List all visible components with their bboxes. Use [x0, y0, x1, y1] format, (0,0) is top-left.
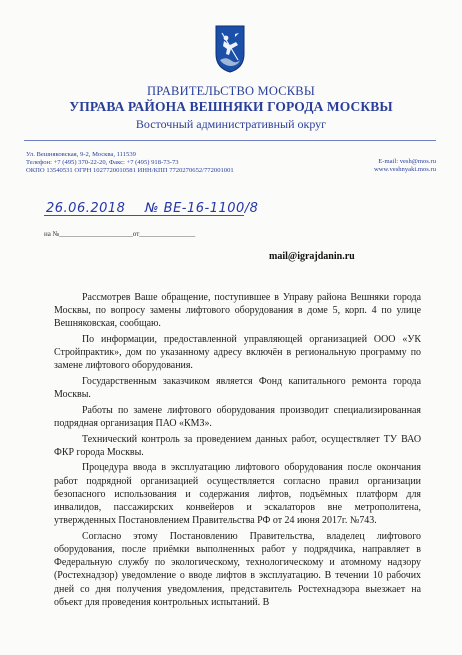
letter-body	[54, 291, 421, 611]
recipient-email: mail@igrajdanin.ru	[269, 251, 355, 262]
registration-underline	[44, 215, 244, 216]
paragraph: По информации, предоставленной управляющей организацией ООО «УК Стройпрактик», дом по указанному адресу включён в региональную программу по замене лифтового оборудования.	[54, 334, 421, 372]
government-title: ПРАВИТЕЛЬСТВО МОСКВЫ	[147, 84, 315, 98]
phone-line: Телефон: +7 (495) 370-22-20, Факс: +7 (495) 918-73-73	[26, 159, 179, 167]
contact-block	[374, 158, 436, 174]
codes-line: ОКПО 13540531 ОГРН 1027720010581 ИНН/КПП 7720270652/772001001	[26, 167, 234, 175]
okrug-subtitle: Восточный административный округ	[135, 117, 327, 131]
paragraph: Государственным заказчиком является Фонд капитального ремонта города Москвы.	[54, 376, 421, 401]
paragraph: Технический контроль за проведением данных работ, осуществляет ТУ ВАО ФКР города Москвы.	[54, 433, 421, 458]
uprava-title: УПРАВА РАЙОНА ВЕШНЯКИ ГОРОДА МОСКВЫ	[69, 99, 393, 114]
paragraph: Процедура ввода в эксплуатацию лифтового оборудования после окончания работ подрядной организацией осуществляется согласно правил организации безопасного использования и содержания лифтов, подъёмных платформ для инвалидов, пассажирских конвейеров и эскалаторов вне метрополитена, утвержденных Постановлением Правительства РФ от 24 июня 2017г. №743.	[54, 462, 421, 527]
email-line: E-mail: vesh@mos.ru	[378, 158, 436, 165]
moscow-coat-of-arms-icon	[214, 24, 246, 74]
handwritten-number: № ВЕ-16-1100/8	[145, 201, 259, 216]
reference-line: на №_____________________от________________	[44, 230, 196, 238]
website-line: www.veshnyaki.mos.ru	[373, 166, 436, 174]
header-divider	[24, 140, 436, 141]
address-block	[26, 151, 234, 175]
paragraph: Согласно этому Постановлению Правительства, владелец лифтового оборудования, после приёмки выполненных работ у подрядчика, направляет в Федеральную службу по экологическому, технологическому и атомному надзору (Ростехнадзор) уведомление о вводе лифтов в эксплуатацию. В течении 10 рабочих дней со дня получения уведомления, представитель Ростехнадзора выезжает на объект для проведения контрольных испытаний. В	[54, 530, 421, 608]
address-line: Ул. Вешняковская, 9-2, Москва, 111539	[26, 151, 136, 158]
paragraph: Рассмотрев Ваше обращение, поступившее в Управу района Вешняки города Москвы, по вопросу замены лифтового оборудования в доме 5, корп. 4 по улице Вешняковская, сообщаю.	[54, 292, 421, 330]
paragraph: Работы по замене лифтового оборудования производит специализированная подрядная организация ПАО «КМЗ».	[54, 404, 421, 429]
handwritten-date: 26.06.2018	[46, 201, 126, 216]
